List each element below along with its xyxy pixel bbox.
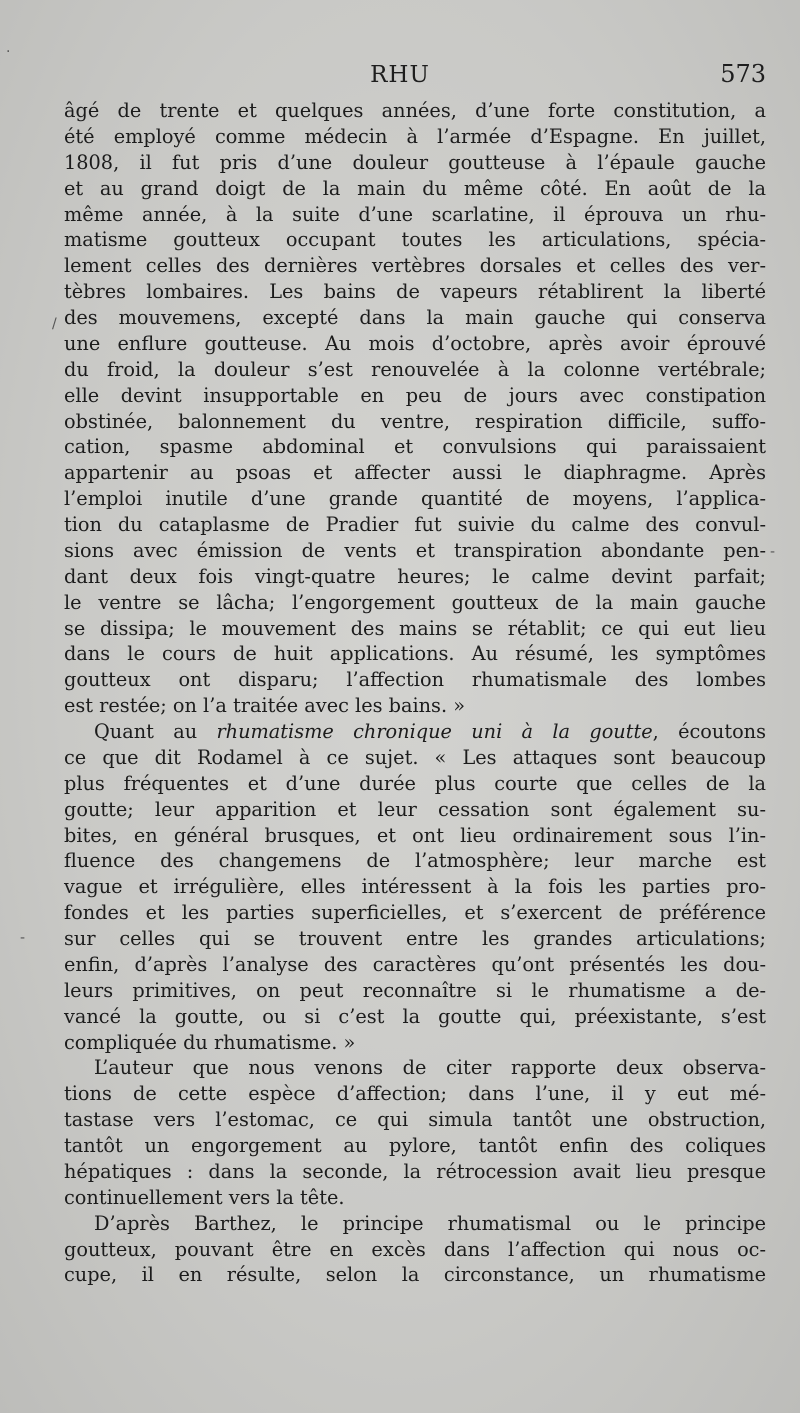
text-segment: , écoutons	[652, 720, 766, 743]
italic-phrase: rhumatisme chronique uni à la goutte	[216, 720, 653, 743]
text-line: lement celles des dernières vertèbres dorsales et celles des ver-	[64, 254, 766, 278]
text-line: même année, à la suite d’une scarlatine, il éprouva un rhu-	[64, 202, 766, 226]
text-line: fondes et les parties superficielles, et s’exercent de préférence	[64, 901, 766, 925]
text-line	[64, 719, 766, 745]
margin-speck: -	[20, 930, 26, 946]
text-line: goutte; leur apparition et leur cessation sont également su-	[64, 797, 766, 821]
running-head-title: RHU	[370, 62, 430, 88]
text-line: se dissipa; le mouvement des mains se rétablit; ce qui eut lieu	[64, 616, 766, 640]
text-line: sions avec émission de vents et transpiration abondante pen-	[64, 538, 766, 562]
text-segment: Quant au	[94, 720, 217, 743]
text-line: hépatiques : dans la seconde, la rétrocession avait lieu presque	[64, 1159, 766, 1183]
text-line: appartenir au psoas et affecter aussi le diaphragme. Après	[64, 461, 766, 485]
text-line: compliquée du rhumatisme. »	[64, 1030, 356, 1054]
body-text	[64, 98, 766, 1288]
text-line: goutteux ont disparu; l’affection rhumatismale des lombes	[64, 668, 766, 692]
text-line: goutteux, pouvant être en excès dans l’affection qui nous oc-	[64, 1237, 766, 1261]
text-line: vancé la goutte, ou si c’est la goutte qui, préexistante, s’est	[64, 1004, 766, 1028]
running-head	[0, 62, 800, 92]
text-line: L’auteur que nous venons de citer rapporte deux observa-	[94, 1056, 766, 1080]
text-line: plus fréquentes et d’une durée plus courte que celles de la	[64, 771, 766, 795]
text-line: est restée; on l’a traitée avec les bains. »	[64, 694, 465, 718]
text-line: tastase vers l’estomac, ce qui simula tantôt une obstruction,	[64, 1108, 766, 1132]
text-line: tion du cataplasme de Pradier fut suivie du calme des convul-	[64, 513, 766, 536]
text-line: bites, en général brusques, et ont lieu ordinairement sous l’in-	[64, 823, 766, 847]
text-line: une enflure goutteuse. Au mois d’octobre, après avoir éprouvé	[64, 331, 766, 355]
page-number: 573	[720, 60, 766, 88]
text-line: D’après Barthez, le principe rhumatismal ou le principe	[94, 1211, 766, 1235]
text-line: du froid, la douleur s’est renouvelée à la colonne vertébrale;	[64, 357, 766, 381]
text-line: tions de cette espèce d’affection; dans l’une, il y eut mé-	[64, 1082, 766, 1106]
text-line: ce que dit Rodamel à ce sujet. « Les attaques sont beaucoup	[64, 745, 766, 769]
text-line: et au grand doigt de la main du même côté. En août de la	[64, 176, 766, 200]
margin-speck: ·	[6, 44, 11, 60]
text-line: le ventre se lâcha; l’engorgement goutteux de la main gauche	[64, 590, 766, 614]
text-line: leurs primitives, on peut reconnaître si le rhumatisme a de-	[64, 978, 766, 1002]
margin-speck: /	[52, 316, 57, 332]
text-line: enfin, d’après l’analyse des caractères qu’ont présentés les dou-	[64, 952, 766, 976]
text-line: fluence des changemens de l’atmosphère; leur marche est	[64, 849, 766, 873]
text-line: des mouvemens, excepté dans la main gauche qui conserva	[64, 306, 766, 329]
text-line: dant deux fois vingt-quatre heures; le calme devint parfait;	[64, 564, 766, 588]
text-line: cation, spasme abdominal et convulsions qui paraissaient	[64, 435, 766, 459]
text-line: été employé comme médecin à l’armée d’Espagne. En juillet,	[64, 124, 766, 148]
text-line: matisme goutteux occupant toutes les articulations, spécia-	[64, 228, 766, 252]
text-line: tantôt un engorgement au pylore, tantôt enfin des coliques	[64, 1134, 766, 1157]
text-line: tèbres lombaires. Les bains de vapeurs rétablirent la liberté	[64, 280, 766, 304]
text-line: obstinée, balonnement du ventre, respiration difficile, suffo-	[64, 409, 766, 433]
text-line: âgé de trente et quelques années, d’une forte constitution, a	[64, 99, 766, 122]
text-line: elle devint insupportable en peu de jours avec constipation	[64, 383, 766, 407]
text-line: dans le cours de huit applications. Au résumé, les symptômes	[64, 642, 766, 666]
text-line: cupe, il en résulte, selon la circonstance, un rhumatisme	[64, 1263, 766, 1287]
margin-speck: -	[770, 544, 776, 560]
text-line: l’emploi inutile d’une grande quantité de moyens, l’applica-	[64, 487, 766, 511]
text-line: sur celles qui se trouvent entre les grandes articulations;	[64, 927, 766, 950]
text-line: vague et irrégulière, elles intéressent à la fois les parties pro-	[64, 875, 766, 899]
text-line: 1808, il fut pris d’une douleur goutteuse à l’épaule gauche	[64, 150, 766, 174]
text-line: continuellement vers la tête.	[64, 1185, 345, 1209]
